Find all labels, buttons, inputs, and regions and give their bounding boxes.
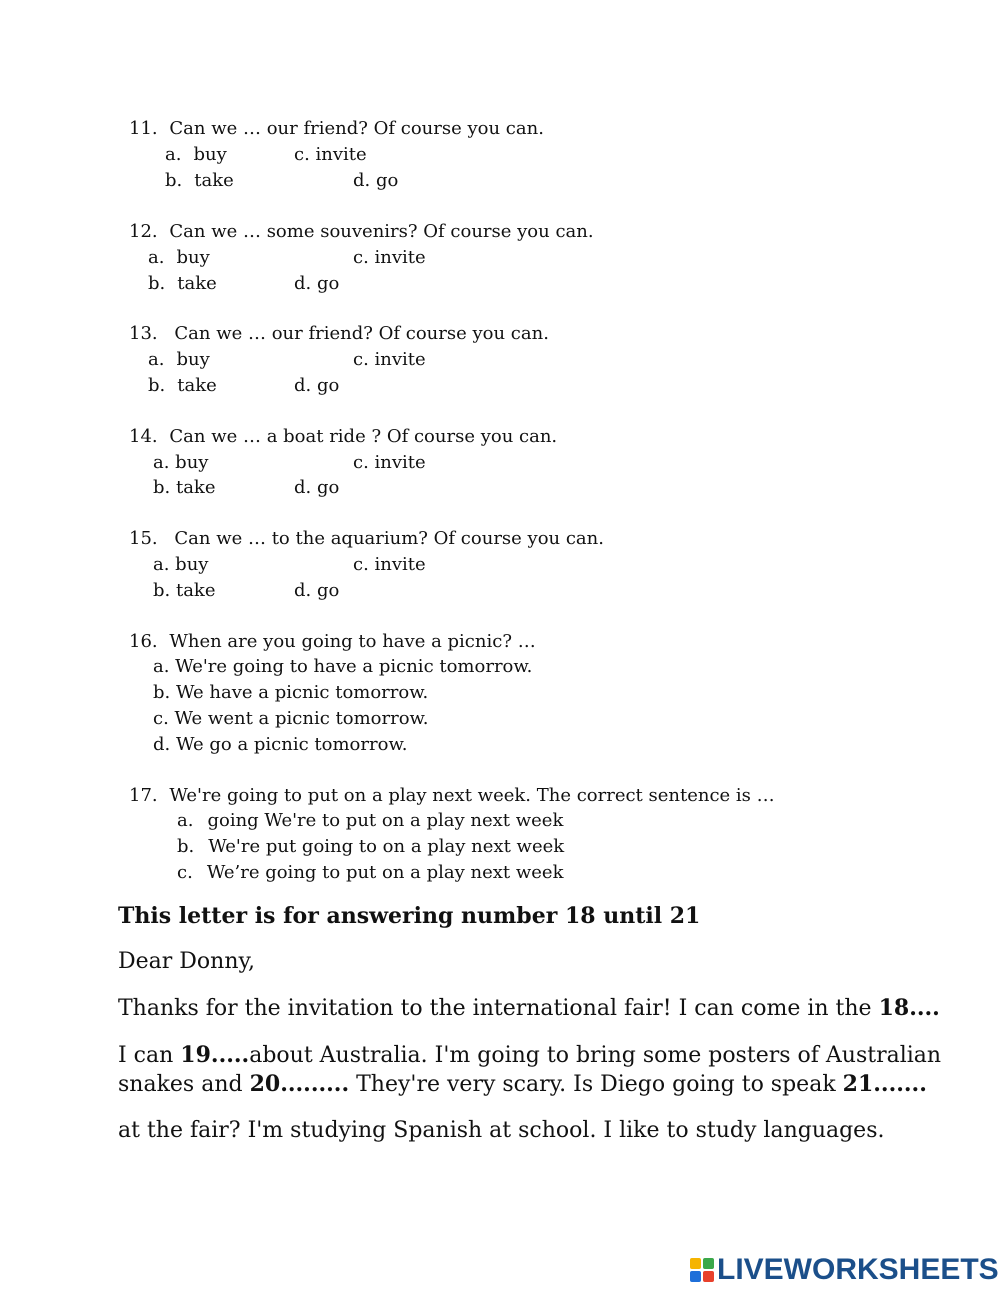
letter-greeting: Dear Donny,	[118, 949, 256, 974]
logo-text: LIVEWORKSHEETS	[717, 1253, 999, 1286]
option-a[interactable]: a. buy	[165, 144, 227, 165]
option-a[interactable]: a. We're going to have a picnic tomorrow.	[153, 656, 533, 677]
question-11	[129, 118, 544, 140]
option-c[interactable]: c. invite	[353, 349, 426, 370]
question-number: 15.	[129, 528, 158, 549]
option-b[interactable]: b. We have a picnic tomorrow.	[153, 682, 429, 703]
option-a[interactable]: a. buy	[148, 247, 210, 268]
option-d[interactable]: d. go	[294, 273, 340, 294]
letter-paragraph-2-line-1: I can 19.....about Australia. I'm going to bring some posters of Australian	[118, 1042, 942, 1068]
question-14	[129, 426, 557, 448]
option-c[interactable]: c. invite	[353, 452, 426, 473]
question-text: Can we … a boat ride ? Of course you can.	[169, 426, 558, 447]
option-d[interactable]: d. go	[353, 170, 399, 191]
option-a[interactable]: a. buy	[153, 452, 209, 473]
option-a[interactable]: a. buy	[153, 554, 209, 575]
question-12	[129, 221, 594, 243]
option-d[interactable]: d. We go a picnic tomorrow.	[153, 734, 408, 755]
option-d[interactable]: d. go	[294, 580, 340, 601]
letter-paragraph-2-line-2: snakes and 20......... They're very scary. Is Diego going to speak 21.......	[118, 1071, 927, 1097]
question-number: 12.	[129, 221, 158, 242]
question-15	[129, 528, 604, 550]
question-17	[129, 785, 775, 807]
option-d[interactable]: d. go	[294, 477, 340, 498]
question-text: Can we … to the aquarium? Of course you can.	[174, 528, 604, 549]
option-b[interactable]: b. take	[148, 273, 217, 294]
question-number: 11.	[129, 118, 158, 139]
question-13	[129, 323, 549, 345]
option-a[interactable]: a. buy	[148, 349, 210, 370]
option-b[interactable]: b. take	[165, 170, 234, 191]
option-c[interactable]: c. We went a picnic tomorrow.	[153, 708, 429, 729]
option-b[interactable]: b. We're put going to on a play next week	[177, 836, 565, 857]
option-c[interactable]: c. We’re going to put on a play next week	[177, 862, 564, 883]
question-text: Can we … some souvenirs? Of course you can.	[169, 221, 594, 242]
question-text: When are you going to have a picnic? …	[169, 631, 536, 652]
question-16	[129, 631, 536, 653]
option-c[interactable]: c. invite	[294, 144, 367, 165]
logo-blocks-icon	[690, 1258, 714, 1282]
question-number: 14.	[129, 426, 158, 447]
blank-20[interactable]: 20.........	[249, 1071, 350, 1097]
letter-heading: This letter is for answering number 18 until 21	[118, 903, 701, 929]
option-b[interactable]: b. take	[153, 580, 216, 601]
question-text: Can we … our friend? Of course you can.	[174, 323, 549, 344]
letter-paragraph-3: at the fair? I'm studying Spanish at school. I like to study languages.	[118, 1118, 885, 1143]
option-c[interactable]: c. invite	[353, 554, 426, 575]
blank-19[interactable]: 19.....	[180, 1042, 250, 1068]
option-d[interactable]: d. go	[294, 375, 340, 396]
question-number: 17.	[129, 785, 158, 806]
blank-21[interactable]: 21.......	[842, 1071, 927, 1097]
option-b[interactable]: b. take	[153, 477, 216, 498]
blank-18[interactable]: 18....	[878, 995, 940, 1021]
question-number: 16.	[129, 631, 158, 652]
question-text: We're going to put on a play next week. The correct sentence is …	[169, 785, 775, 806]
option-b[interactable]: b. take	[148, 375, 217, 396]
question-number: 13.	[129, 323, 158, 344]
question-text: Can we … our friend? Of course you can.	[169, 118, 544, 139]
letter-paragraph-1: Thanks for the invitation to the international fair! I can come in the 18....	[118, 995, 940, 1021]
option-a[interactable]: a. going We're to put on a play next week	[177, 810, 564, 831]
option-c[interactable]: c. invite	[353, 247, 426, 268]
liveworksheets-logo	[690, 1252, 999, 1288]
